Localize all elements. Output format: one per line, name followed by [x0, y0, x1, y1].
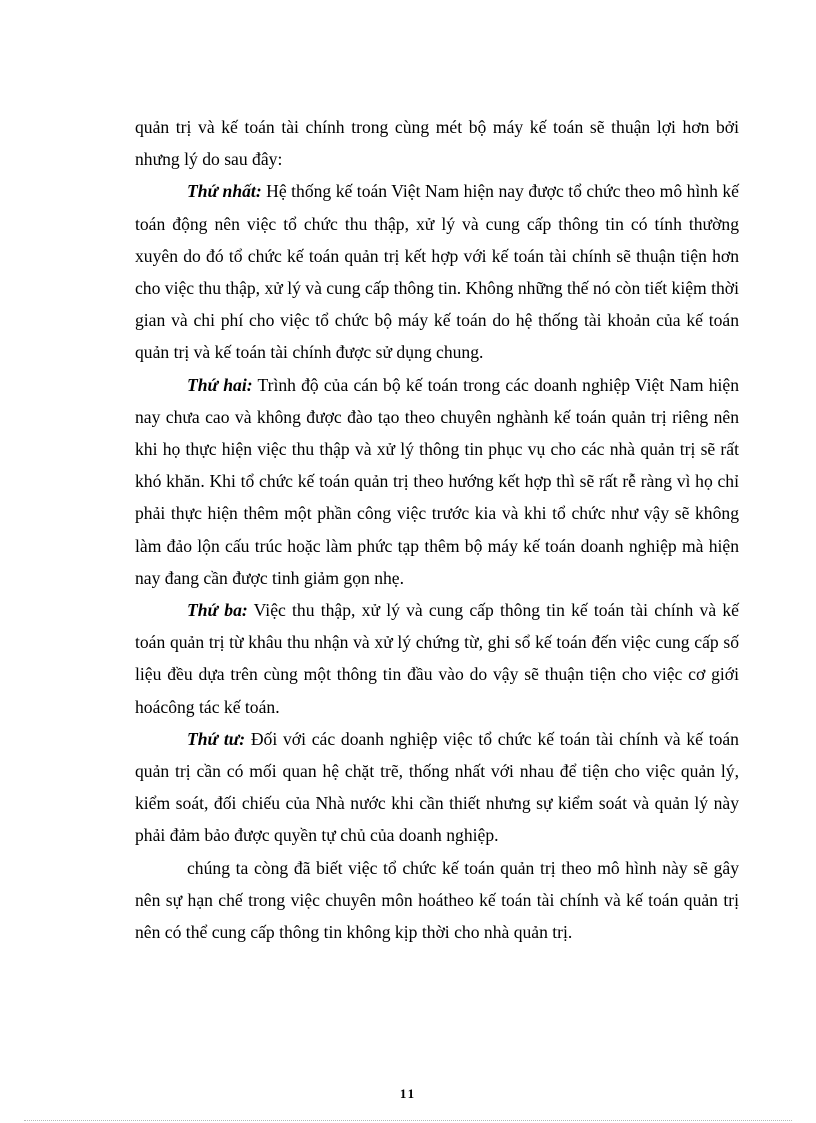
page-number: 11 [399, 1086, 417, 1101]
paragraph-text: Đối với các doanh nghiệp việc tổ chức kế toán tài chính và kế toán quản trị cần có mối quan hệ chặt trẽ, thống nhất với nhau để tiện cho việc quản lý, kiểm soát, đối chiếu của Nhà nước khi cần thiết nhưng sự kiểm soát và quản lý này phải đảm bảo được quyền tự chủ của doanh nghiệp. [135, 728, 739, 846]
paragraph-first-reason [135, 175, 739, 368]
paragraph-text: Hệ thống kế toán Việt Nam hiện nay được tổ chức theo mô hình kế toán động nên việc tổ chức thu thập, xử lý và cung cấp thông tin có tính thường xuyên do đó tổ chức kế toán quản trị kết hợp với kế toán tài chính sẽ thuận tiện hơn cho việc thu thập, xử lý và cung cấp thông tin. Không những thế nó còn tiết kiệm thời gian và chi phí cho việc tổ chức bộ máy kế toán do hệ thống tài khoản của kế toán quản trị và kế toán tài chính được sử dụng chung. [135, 181, 739, 363]
paragraph-conclusion [135, 852, 739, 949]
paragraph-text: chúng ta còng đã biết việc tổ chức kế toán quản trị theo mô hình này sẽ gây nên sự hạn chế trong việc chuyên môn hoátheo kế toán tài chính và kế toán quản trị nên có thể cung cấp thông tin không kịp thời cho nhà quản trị. [135, 857, 739, 943]
body-text [135, 111, 739, 948]
paragraph-third-reason [135, 594, 739, 723]
page-bottom-divider [24, 1120, 792, 1121]
paragraph-lead-second: Thứ hai: [187, 374, 253, 395]
paragraph-continuation [135, 111, 739, 175]
paragraph-text: Trình độ của cán bộ kế toán trong các doanh nghiệp Việt Nam hiện nay chưa cao và không được đào tạo theo chuyên nghành kế toán quản trị riêng nên khi họ thực hiện việc thu thập và xử lý thông tin phục vụ cho các nhà quản trị sẽ rất khó khăn. Khi tổ chức kế toán quản trị theo hướng kết hợp thì sẽ rất rễ ràng vì họ chỉ phải thực hiện thêm một phần công việc trước kia và khi tổ chức như vậy sẽ không làm đảo lộn cấu trúc hoặc làm phức tạp thêm bộ máy kế toán doanh nghiệp mà hiện nay đang cần được tinh giảm gọn nhẹ. [135, 374, 739, 588]
paragraph-second-reason [135, 369, 739, 594]
paragraph-text: quản trị và kế toán tài chính trong cùng mét bộ máy kế toán sẽ thuận lợi hơn bởi nhưng lý do sau đây: [135, 117, 739, 170]
paragraph-lead-fourth: Thứ tư: [187, 728, 246, 749]
paragraph-fourth-reason [135, 723, 739, 852]
paragraph-lead-first: Thứ nhất: [187, 181, 262, 202]
paragraph-lead-third: Thứ ba: [187, 600, 248, 621]
paragraph-text: Việc thu thập, xử lý và cung cấp thông tin kế toán tài chính và kế toán quản trị từ khâu thu nhận và xử lý chứng từ, ghi sổ kế toán đến việc cung cấp số liệu đều dựa trên cùng một thông tin đầu vào do vậy sẽ thuận tiện cho việc cơ giới hoácông tác kế toán. [135, 600, 739, 717]
